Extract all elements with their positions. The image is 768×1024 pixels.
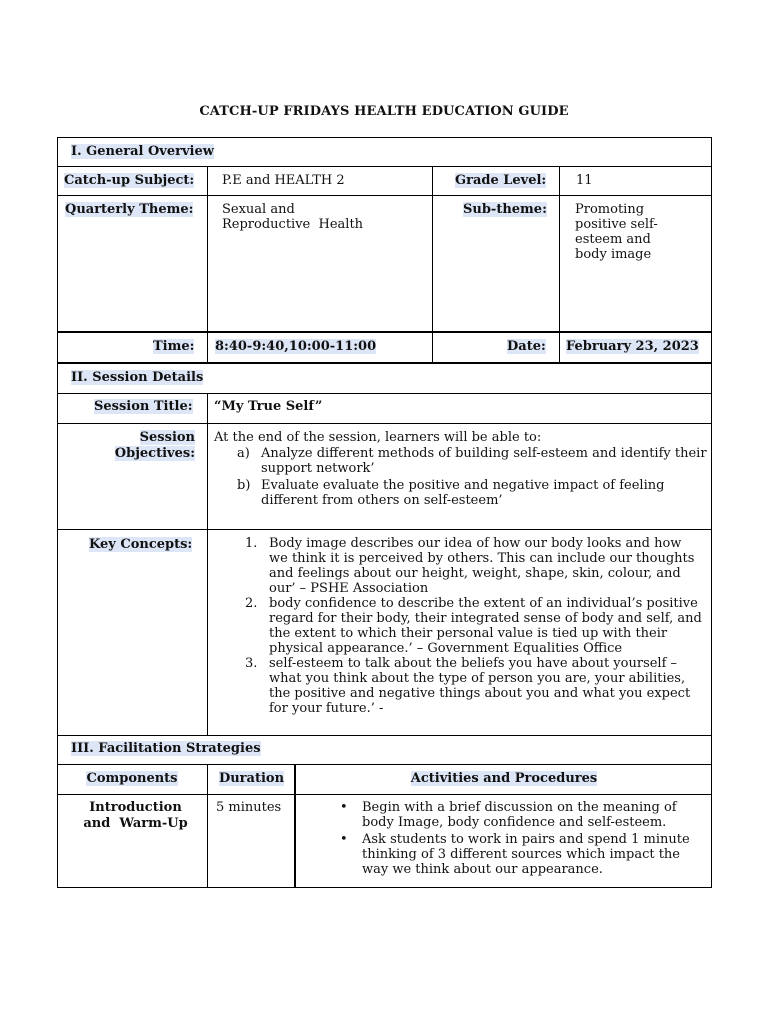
- row-divider: [57, 735, 712, 736]
- date-value: February 23, 2023: [566, 339, 699, 354]
- col-divider: [559, 166, 560, 363]
- grade-level-value: 11: [576, 173, 593, 188]
- list-item: 1. Body image describes our idea of how our body looks and how we think it is perceived by others. This can include our thoughts and feelings about our height, weight, shape, skin, colour, and our’ – PSHE Association: [245, 536, 695, 596]
- quarterly-theme-label: Quarterly Theme:: [65, 202, 194, 217]
- session-objectives-label-line2: Objectives:: [114, 446, 195, 461]
- col-header-duration: Duration: [218, 771, 285, 786]
- row-divider: [57, 362, 712, 364]
- row-divider: [57, 331, 712, 333]
- row-divider: [57, 195, 712, 196]
- catchup-subject-label: Catch-up Subject:: [64, 173, 195, 188]
- session-title-value: “My True Self”: [214, 399, 323, 414]
- list-item: • Ask students to work in pairs and spend 1 minute thinking of 3 different sources which impact the way we think about our appearance.: [340, 832, 690, 877]
- objectives-intro: At the end of the session, learners will be able to:: [214, 430, 542, 445]
- section-heading-session-details: II. Session Details: [71, 370, 204, 385]
- list-item: b) Evaluate evaluate the positive and negative impact of feeling different from others on self-esteem’: [237, 478, 665, 508]
- row-divider: [57, 794, 712, 795]
- activities-list: [340, 800, 702, 877]
- col-divider: [207, 393, 208, 735]
- list-item: • Begin with a brief discussion on the meaning of body Image, body confidence and self-esteem.: [340, 800, 677, 830]
- date-label: Date:: [507, 339, 546, 354]
- session-title-label: Session Title:: [94, 399, 193, 414]
- row-divider: [57, 764, 712, 765]
- list-item: a) Analyze different methods of building self-esteem and identify their support network’: [237, 446, 707, 476]
- document-title: CATCH-UP FRIDAYS HEALTH EDUCATION GUIDE: [199, 104, 569, 119]
- time-value: 8:40-9:40,10:00-11:00: [215, 339, 377, 354]
- session-objectives-label: Session: [139, 430, 195, 445]
- catchup-subject-value: P.E and HEALTH 2: [222, 173, 345, 188]
- section-heading-facilitation: III. Facilitation Strategies: [71, 741, 261, 756]
- subtheme-value: Promoting positive self- esteem and body image: [575, 202, 658, 262]
- row1-component: Introduction and Warm-Up: [83, 800, 188, 831]
- objectives-list: [237, 446, 707, 508]
- row-divider: [57, 166, 712, 167]
- key-concepts-list: [245, 536, 703, 716]
- row1-duration: 5 minutes: [216, 800, 282, 815]
- col-divider: [207, 166, 208, 363]
- col-divider: [432, 166, 433, 363]
- subtheme-label: Sub-theme:: [463, 202, 547, 217]
- row-divider: [57, 393, 712, 394]
- col-header-activities: Activities and Procedures: [410, 771, 598, 786]
- key-concepts-label: Key Concepts:: [89, 537, 193, 552]
- row-divider: [57, 423, 712, 424]
- row-divider: [57, 529, 712, 530]
- time-label: Time:: [153, 339, 195, 354]
- list-item: 3. self-esteem to talk about the beliefs you have about yourself – what you think about the type of person you are, your abilities, the positive and negative things about you and what you expect for your future.’ -: [245, 656, 691, 716]
- section-heading-general-overview: I. General Overview: [71, 144, 214, 159]
- list-item: 2. body confidence to describe the extent of an individual’s positive regard for their body, their integrated sense of body and self, and the extent to which their personal value is tied up with their physical appearance.’ – Government Equalities Office: [245, 596, 702, 656]
- col-header-components: Components: [86, 771, 178, 786]
- quarterly-theme-value: Sexual and Reproductive Health: [222, 202, 364, 232]
- grade-level-label: Grade Level:: [455, 173, 547, 188]
